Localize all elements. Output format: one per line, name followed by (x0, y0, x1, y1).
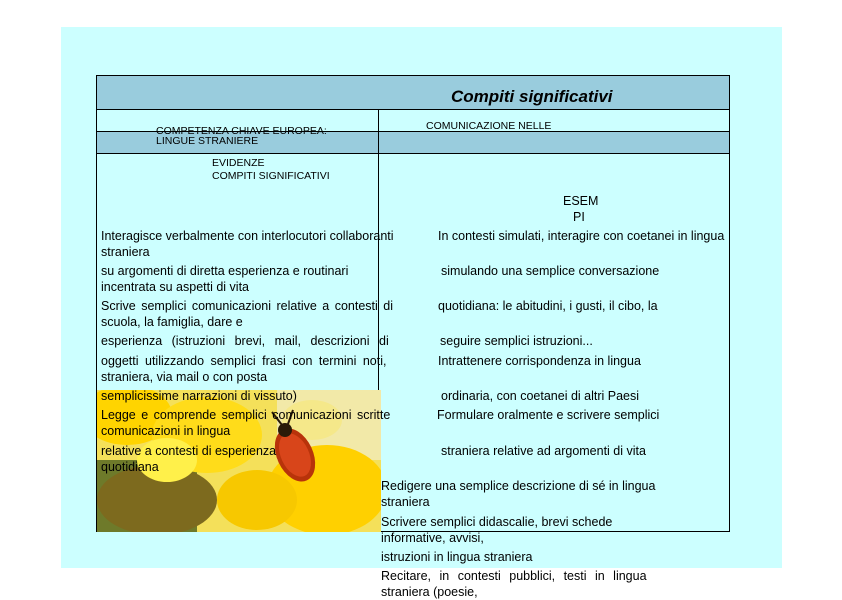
left-line: scuola, la famiglia, dare e (101, 315, 243, 329)
right-line: Formulare oralmente e scrivere semplici (437, 408, 660, 422)
comunicazione-label: COMUNICAZIONE NELLE (426, 120, 552, 132)
compiti-significativi-label: COMPITI SIGNIFICATIVI (212, 170, 330, 182)
row-divider-3 (96, 153, 730, 154)
right-line: In contesti simulati, interagire con coetanei in lingua (438, 229, 725, 243)
left-line: su argomenti di diretta esperienza e routinari (101, 264, 349, 278)
competenza-label: COMPETENZA CHIAVE EUROPEA: (156, 125, 327, 137)
left-line: Scrive semplici comunicazioni relative a contesti di (101, 299, 393, 313)
right-line: Redigere una semplice descrizione di sé in lingua (381, 479, 656, 493)
left-line: straniera (101, 245, 150, 259)
left-line: incentrata su aspetti di vita (101, 280, 249, 294)
esempi-label-1: ESEM (563, 194, 599, 208)
left-line: esperienza (istruzioni brevi, mail, descrizioni di (101, 334, 389, 348)
left-line: relative a contesti di esperienza (101, 444, 277, 458)
left-line: Interagisce verbalmente con interlocutori collaboranti (101, 229, 394, 243)
competenza-value: LINGUE STRANIERE (156, 135, 259, 147)
row-divider-1 (96, 109, 730, 110)
left-line: Legge e comprende semplici comunicazioni scritte (101, 408, 391, 422)
right-line: Intrattenere corrispondenza in lingua (438, 354, 641, 368)
right-line: straniera relative ad argomenti di vita (441, 444, 646, 458)
right-line: straniera (381, 495, 430, 509)
left-line: semplicissime narrazioni di vissuto) (101, 389, 297, 403)
evidenze-label: EVIDENZE (212, 157, 265, 169)
right-line: Scrivere semplici didascalie, brevi schede (381, 515, 613, 529)
right-line: simulando una semplice conversazione (441, 264, 660, 278)
left-line: quotidiana (101, 460, 159, 474)
right-line: Recitare, in contesti pubblici, testi in lingua (381, 569, 647, 583)
right-line: informative, avvisi, (381, 531, 484, 545)
left-line: straniera, via mail o con posta (101, 370, 268, 384)
page-title: Compiti significativi (451, 87, 613, 106)
left-line: comunicazioni in lingua (101, 424, 231, 438)
right-line: straniera (poesie, (381, 585, 478, 599)
right-line: istruzioni in lingua straniera (381, 550, 533, 564)
left-line: oggetti utilizzando semplici frasi con termini noti, (101, 354, 387, 368)
right-line: seguire semplici istruzioni... (440, 334, 593, 348)
right-line: ordinaria, con coetanei di altri Paesi (441, 389, 640, 403)
esempi-label-2: PI (573, 210, 585, 224)
right-line: quotidiana: le abitudini, i gusti, il cibo, la (438, 299, 658, 313)
